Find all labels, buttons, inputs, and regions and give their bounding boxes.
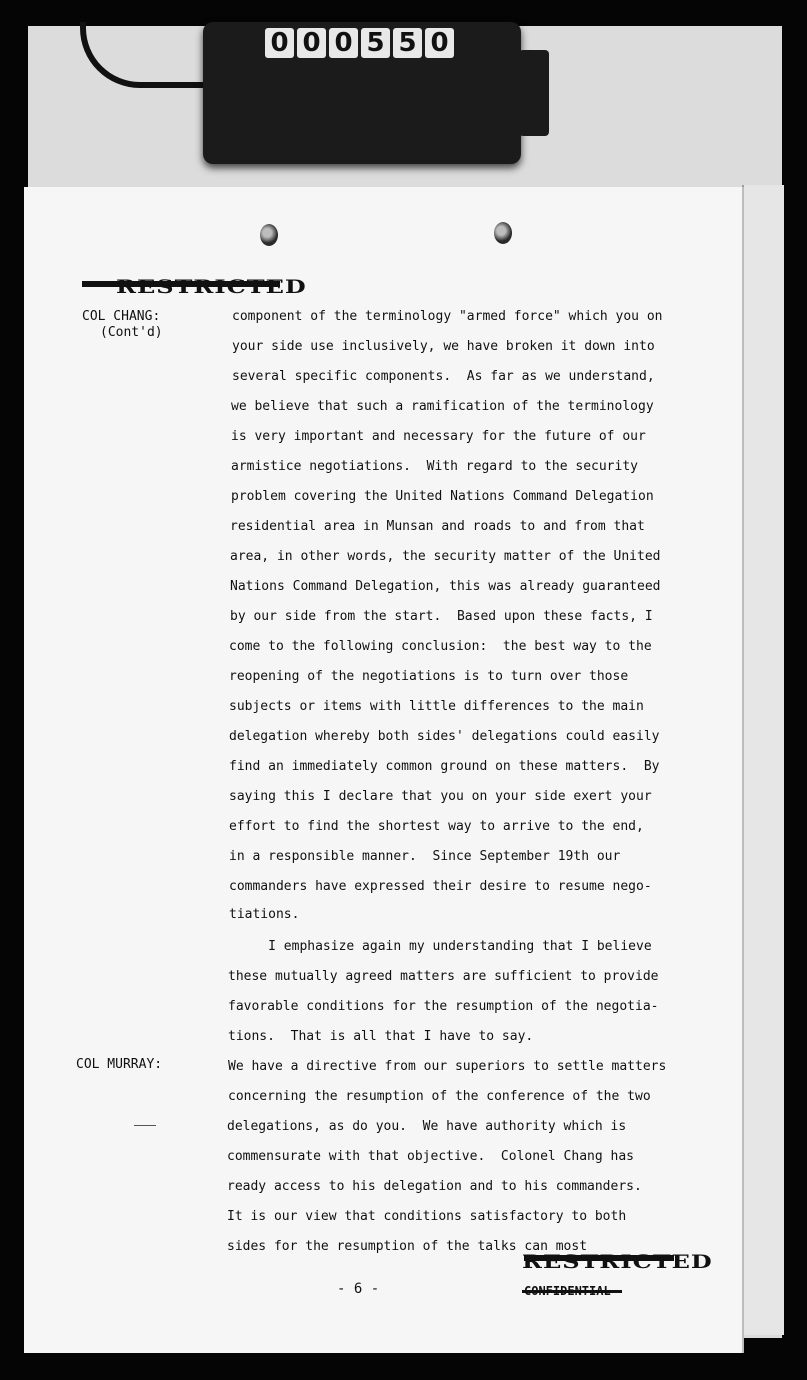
text-line: sides for the resumption of the talks can most [227,1239,588,1254]
text-line: armistice negotiations. With regard to the security [231,459,638,474]
punch-hole [260,224,278,246]
counter-digit: 5 [393,28,422,58]
backdrop-edge [742,185,784,1335]
text-line: in a responsible manner. Since September 19th our [229,849,621,864]
text-line: find an immediately common ground on these matters. By [229,759,660,774]
text-line: component of the terminology "armed force" which you on [232,309,663,324]
text-line: delegations, as do you. We have authority which is [227,1119,627,1134]
counter-digit: 0 [425,28,454,58]
text-line: I emphasize again my understanding that I believe [229,939,652,954]
text-line: commanders have expressed their desire to resume nego- [229,879,652,894]
text-line: tions. That is all that I have to say. [228,1029,534,1044]
text-line: Nations Command Delegation, this was already guaranteed [230,579,661,594]
text-line: these mutually agreed matters are sufficient to provide [228,969,659,984]
text-line: It is our view that conditions satisfactory to both [227,1209,627,1224]
text-line: effort to find the shortest way to arrive to the end, [229,819,644,834]
document-page [24,187,742,1353]
text-line: reopening of the negotiations is to turn over those [229,669,629,684]
text-line: subjects or items with little differences to the main [229,699,644,714]
text-line: your side use inclusively, we have broken it down into [232,339,655,354]
counter-digit: 5 [361,28,390,58]
text-line: we believe that such a ramification of the terminology [231,399,654,414]
frame-counter [203,22,521,164]
text-line: come to the following conclusion: the best way to the [229,639,652,654]
text-line: tiations. [229,907,300,922]
text-line: problem covering the United Nations Command Delegation [231,489,654,504]
text-line: is very important and necessary for the future of our [231,429,646,444]
text-line: saying this I declare that you on your side exert your [229,789,652,804]
text-line: several specific components. As far as we understand, [232,369,655,384]
text-line: We have a directive from our superiors to settle matters [228,1059,667,1074]
speaker-col-murray: COL MURRAY: [76,1057,163,1072]
counter-digit: 0 [329,28,358,58]
text-line: delegation whereby both sides' delegations could easily [229,729,660,744]
confidential-strike-line [522,1290,622,1293]
classification-stamp-bottom: RESTRICTED [522,1250,713,1273]
speaker-col-chang: COL CHANG: [82,309,161,324]
classification-stamp-top: RESTRICTED [116,275,307,298]
text-line: ready access to his delegation and to his commanders. [227,1179,642,1194]
text-line: concerning the resumption of the conference of the two [228,1089,651,1104]
text-line: residential area in Munsan and roads to and from that [230,519,645,534]
punch-hole [494,222,512,244]
margin-mark [134,1125,156,1126]
text-line: commensurate with that objective. Colonel Chang has [227,1149,634,1164]
counter-digit: 0 [297,28,326,58]
text-line: favorable conditions for the resumption of the negotia- [228,999,659,1014]
counter-digit: 0 [265,28,294,58]
speaker-continued: (Cont'd) [100,325,163,340]
counter-digits [265,28,454,64]
text-line: by our side from the start. Based upon these facts, I [230,609,653,624]
text-line: area, in other words, the security matter of the United [230,549,661,564]
page-number: - 6 - [337,1281,380,1297]
counter-knob [519,50,549,136]
